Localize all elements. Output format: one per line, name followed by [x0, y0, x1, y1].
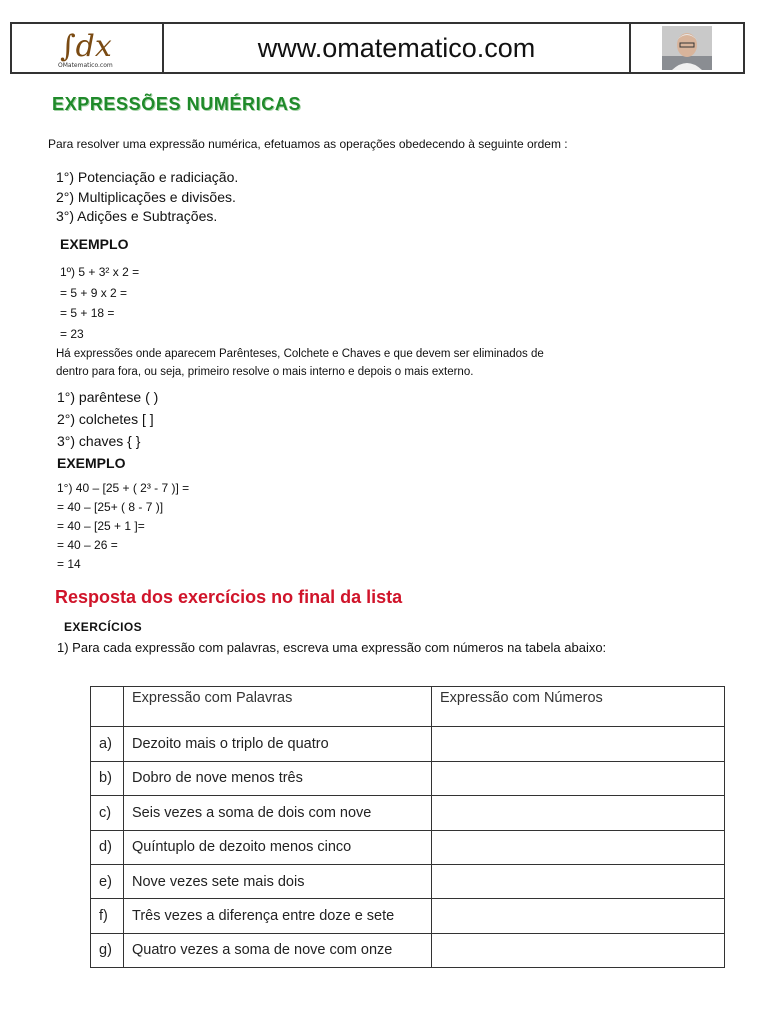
table-header-cell: Expressão com Palavras [124, 687, 432, 727]
example-line: 1°) 40 – [25 + ( 2³ - 7 )] = [57, 481, 190, 495]
example-line: = 40 – [25 + 1 ]= [57, 519, 145, 533]
example-line: = 5 + 18 = [60, 306, 115, 320]
example-line: = 23 [60, 327, 84, 341]
row-numbers-answer-cell[interactable] [432, 899, 725, 933]
order-item: 1°) Potenciação e radiciação. [56, 169, 239, 185]
row-numbers-answer-cell[interactable] [432, 727, 725, 761]
row-numbers-answer-cell[interactable] [432, 864, 725, 898]
grouping-order-item: 2°) colchetes [ ] [57, 411, 154, 427]
example-heading: EXEMPLO [60, 236, 129, 252]
row-letter: f) [91, 899, 124, 933]
example-heading: EXEMPLO [57, 455, 126, 471]
table-row [91, 933, 725, 967]
table-row [91, 830, 725, 864]
table-header-cell: Expressão com Números [432, 687, 725, 727]
site-url[interactable]: www.omatematico.com [164, 24, 631, 72]
grouping-text: Há expressões onde aparecem Parênteses, Colchete e Chaves e que devem ser eliminados de [56, 348, 544, 360]
author-avatar-icon [662, 26, 712, 70]
row-words: Três vezes a diferença entre doze e sete [124, 899, 432, 933]
table-row [91, 899, 725, 933]
page-header [10, 22, 745, 74]
site-logo [12, 24, 164, 72]
row-letter: g) [91, 933, 124, 967]
row-words: Quatro vezes a soma de nove com onze [124, 933, 432, 967]
order-item: 3°) Adições e Subtrações. [56, 208, 218, 224]
row-letter: a) [91, 727, 124, 761]
row-numbers-answer-cell[interactable] [432, 796, 725, 830]
author-photo [631, 24, 743, 72]
exercises-heading: EXERCÍCIOS [64, 620, 143, 634]
row-letter: d) [91, 830, 124, 864]
exercise-question: 1) Para cada expressão com palavras, escreva uma expressão com números na tabela abaixo: [57, 640, 607, 655]
table-header-row [91, 687, 725, 727]
row-letter: c) [91, 796, 124, 830]
table-row [91, 796, 725, 830]
intro-description: Para resolver uma expressão numérica, efetuamos as operações obedecendo à seguinte ordem : [48, 137, 568, 151]
svg-text:OMatematico.com: OMatematico.com [58, 62, 113, 69]
grouping-order-item: 3°) chaves { } [57, 433, 141, 449]
row-numbers-answer-cell[interactable] [432, 933, 725, 967]
row-words: Quíntuplo de dezoito menos cinco [124, 830, 432, 864]
grouping-text: dentro para fora, ou seja, primeiro resolve o mais interno e depois o mais externo. [56, 366, 474, 378]
table-row [91, 761, 725, 795]
row-numbers-answer-cell[interactable] [432, 761, 725, 795]
row-words: Nove vezes sete mais dois [124, 864, 432, 898]
row-words: Seis vezes a soma de dois com nove [124, 796, 432, 830]
answers-note: Resposta dos exercícios no final da lista [55, 587, 403, 607]
row-numbers-answer-cell[interactable] [432, 830, 725, 864]
table-row [91, 727, 725, 761]
example-line: = 5 + 9 x 2 = [60, 286, 128, 300]
svg-text:∫dx: ∫dx [60, 29, 112, 64]
table-row [91, 864, 725, 898]
row-words: Dezoito mais o triplo de quatro [124, 727, 432, 761]
page-title: EXPRESSÕES NUMÉRICAS [52, 94, 302, 114]
example-line: = 14 [57, 557, 81, 571]
row-words: Dobro de nove menos três [124, 761, 432, 795]
table-header-cell [91, 687, 124, 727]
exercise-table [90, 686, 725, 968]
example-line: = 40 – 26 = [57, 538, 118, 552]
order-item: 2°) Multiplicações e divisões. [56, 189, 236, 205]
example-line: 1º) 5 + 3² x 2 = [60, 265, 140, 279]
example-line: = 40 – [25+ ( 8 - 7 )] [57, 500, 164, 514]
row-letter: e) [91, 864, 124, 898]
row-letter: b) [91, 761, 124, 795]
grouping-order-item: 1°) parêntese ( ) [57, 389, 159, 405]
integral-logo-icon [52, 26, 122, 70]
